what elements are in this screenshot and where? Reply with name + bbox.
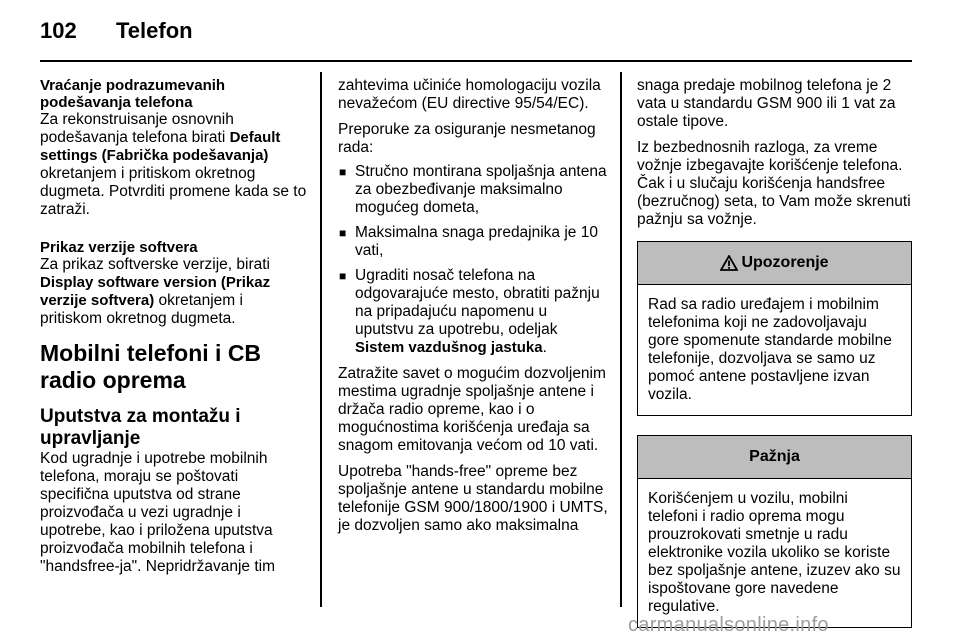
menu-item-ref: Default settings (Fabrička podešavanja) [40, 129, 281, 164]
bullet-list [338, 163, 608, 357]
text: Ugraditi nosač telefona na odgovarajuće mesto, obratiti pažnju na pripadajuću napomenu u uputstvu za upotrebu, odeljak [355, 267, 600, 338]
column-left [40, 77, 308, 584]
page-header [40, 18, 193, 44]
page-title: Telefon [116, 18, 193, 43]
paragraph [40, 111, 308, 219]
warning-triangle-icon [720, 255, 738, 271]
text: Za prikaz softverske verzije, birati [40, 256, 270, 273]
caution-header [638, 436, 911, 479]
list-item [338, 267, 608, 357]
page-number: 102 [40, 18, 77, 43]
section-heading: Prikaz verzije softvera [40, 239, 198, 256]
column-right [637, 77, 912, 628]
list-item: ■ Maksimalna snaga predajnika je 10 vati, [338, 224, 608, 260]
caution-box [637, 435, 912, 628]
paragraph: Iz bezbednosnih razloga, za vreme vožnje izbegavajte korišćenje telefona. Čak i u slučaju korišćenja handsfree (bezručnog) seta, to Vam može skrenuti pažnju sa vožnje. [637, 139, 911, 228]
warning-header [638, 242, 911, 285]
watermark: carmanualsonline.info [628, 614, 829, 636]
subsection-heading: Uputstva za montažu i upravljanje [40, 406, 241, 449]
header-rule [40, 60, 912, 62]
paragraph [40, 256, 308, 328]
text: Za rekonstruisanje osnovnih podešavanja telefona birati [40, 111, 234, 146]
warning-box [637, 241, 912, 416]
column-divider [620, 72, 622, 607]
section-ref: Sistem vazdušnog jastuka [355, 339, 543, 356]
paragraph: Preporuke za osiguranje nesmetanog rada: [338, 121, 596, 156]
warning-text: Rad sa radio uređajem i mobilnim telefonima koji ne zadovoljavaju gore spomenute standarde mobilne telefonije, dozvoljava se samo uz pomoć antene postavljene izvan vozila. [648, 296, 892, 403]
column-divider [320, 72, 322, 607]
text: . [542, 339, 547, 356]
chapter-heading: Mobilni telefoni i CB radio oprema [40, 340, 262, 393]
section-heading: Vraćanje podrazumevanih podešavanja telefona [40, 77, 226, 111]
caution-text: Korišćenjem u vozilu, mobilni telefoni i radio oprema mogu prouzrokovati smetnje u radu elektronike vozila ukoliko se koriste bez spoljašnje antene, izuzev ako su ispoštovane gore navedene regulative. [648, 490, 901, 615]
text: okretanjem i pritiskom okretnog dugmeta. [40, 292, 243, 327]
paragraph: Zatražite savet o mogućim dozvoljenim mestima ugradnje spoljašnje antene i držača radio opreme, kao i o mogućnostima korišćenja uređaja sa snagom emitovanja većom od 10 vati. [338, 365, 606, 454]
paragraph: zahtevima učiniće homologaciju vozila nevažećom (EU directive 95/54/EC). [338, 77, 601, 112]
warning-title: Upozorenje [741, 254, 829, 271]
menu-item-ref: Display software version (Prikaz verzije softvera) [40, 274, 271, 309]
paragraph: snaga predaje mobilnog telefona je 2 vata u standardu GSM 900 ili 1 vat za ostale tipove. [637, 77, 896, 130]
text: okretanjem i pritiskom okretnog dugmeta. Potvrditi promene kada se to zatraži. [40, 165, 307, 218]
paragraph: Kod ugradnje i upotrebe mobilnih telefona, moraju se poštovati specifična uputstva od strane proizvođača u vezi ugradnje i upotrebe, kao i priložena uputstva proizvođača mobilnih telefona i "handsfree-ja". Nepridržavanje tim [40, 450, 275, 575]
column-middle [338, 77, 608, 543]
paragraph: Upotreba "hands-free" opreme bez spoljašnje antene u standardu mobilne telefonije GSM 900/1800/1900 i UMTS, je dozvoljen samo ako maksimalna [338, 463, 608, 534]
list-item: ■ Stručno montirana spoljašnja antena za obezbeđivanje maksimalno mogućeg dometa, [338, 163, 608, 217]
caution-title: Pažnja [749, 448, 800, 465]
